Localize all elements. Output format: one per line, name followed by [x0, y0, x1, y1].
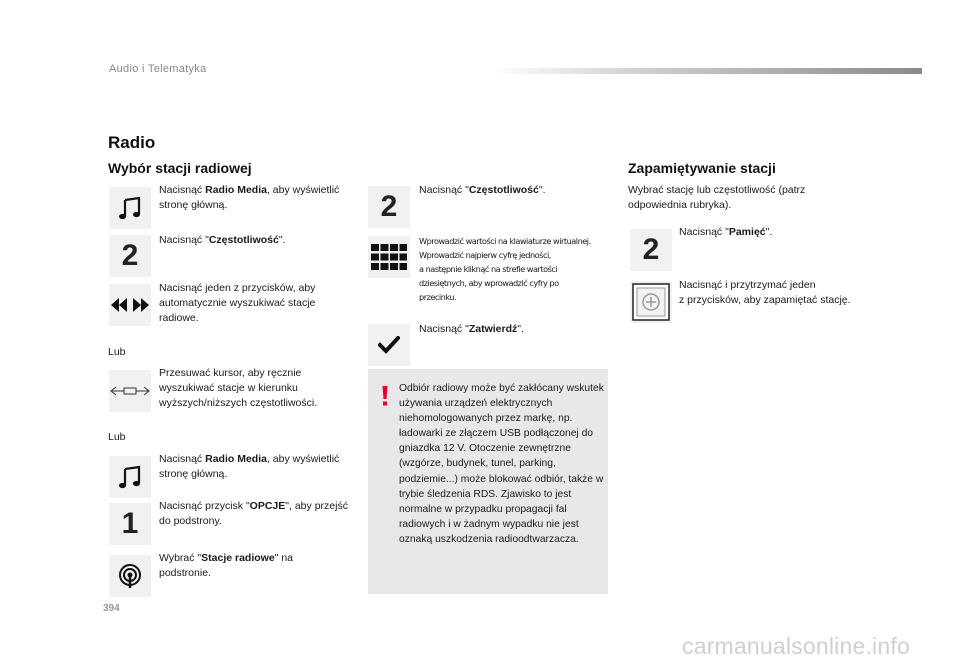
seek-arrows-icon — [111, 297, 149, 313]
watermark: carmanualsonline.info — [682, 633, 910, 659]
bold-label: Stacje radiowe — [201, 552, 275, 564]
step-text: Wybrać "Stacje radiowe" na podstronie. — [159, 552, 293, 579]
step-text: Nacisnąć "Zatwierdź". — [419, 323, 524, 335]
section-title-memory: Zapamiętywanie stacji — [628, 160, 776, 176]
step-number: 2 — [642, 233, 660, 266]
step-icon-tile — [109, 555, 151, 597]
section-title-station-selection: Wybór stacji radiowej — [108, 160, 252, 176]
step-icon-tile — [109, 187, 151, 229]
instruction-line: Wprowadzić najpierw cyfrę jedności, — [419, 250, 551, 260]
radio-antenna-icon — [117, 563, 143, 589]
step-text: Nacisnąć Radio Media, aby wyświetlić stronę główną. — [159, 184, 340, 211]
warning-text: Odbiór radiowy może być zakłócany wskutek używania urządzeń elektrycznych niehomologowanych przez markę, np. ładowarki ze złączem USB podłączonej do gniazdka 12 V. Otoczenie zewnętrzne (wzgórze, budynek, tunel, parking, podziemie...) może blokować odbiór, także w trybie śledzenia RDS. Zjawisko to jest normalne w przypadku propagacji fal radiowych i w żadnym wypadku nie jest oznaką uszkodzenia radioodtwarzacza. — [399, 383, 604, 545]
header-title: Audio i Telematyka — [109, 63, 207, 75]
music-note-icon — [117, 195, 143, 221]
keypad-instructions — [419, 234, 619, 304]
instruction-line: przecinku. — [419, 292, 457, 302]
step-text: Nacisnąć "Pamięć". — [679, 226, 773, 238]
bold-label: Częstotliwość — [468, 184, 539, 196]
step-icon-tile — [109, 456, 151, 498]
slider-cursor-icon — [110, 385, 150, 397]
bold-label: Radio Media — [205, 453, 267, 465]
step-number-tile — [109, 503, 151, 545]
step-number-tile — [109, 235, 151, 277]
step-number: 2 — [121, 239, 139, 272]
step-icon-tile — [368, 236, 410, 278]
instruction-line: Wprowadzić wartości na klawiaturze wirtualnej. — [419, 236, 591, 246]
intro-text: Wybrać stację lub częstotliwość (patrz odpowiednia rubryka). — [628, 184, 806, 211]
step-icon-tile — [368, 324, 410, 366]
checkmark-icon — [378, 336, 400, 354]
step-icon-tile — [109, 284, 151, 326]
step-number: 2 — [380, 190, 398, 223]
step-icon-tile — [109, 370, 151, 412]
bold-label: Zatwierdź — [468, 323, 518, 335]
step-text: Nacisnąć "Częstotliwość". — [159, 234, 286, 246]
instruction-line: a następnie kliknąć na strefie wartości — [419, 264, 558, 274]
bold-label: Częstotliwość — [208, 234, 279, 246]
step-number-tile — [630, 229, 672, 271]
instruction-line: dziesiętnych, aby wprowadzić cyfry po — [419, 278, 559, 288]
step-text: Nacisnąć i przytrzymać jeden z przycisków, aby zapamiętać stację. — [679, 279, 851, 306]
warning-exclamation-icon — [380, 386, 390, 406]
step-text: Nacisnąć "Częstotliwość". — [419, 184, 546, 196]
add-preset-icon — [632, 283, 670, 321]
page-title: Radio — [108, 133, 156, 152]
music-note-icon — [117, 464, 143, 490]
page-number: 394 — [103, 603, 120, 614]
step-icon-tile — [630, 281, 672, 323]
or-label: Lub — [108, 346, 126, 358]
bold-label: OPCJE — [249, 500, 286, 512]
header-rule — [490, 68, 922, 74]
step-number: 1 — [121, 507, 139, 540]
or-label: Lub — [108, 431, 126, 443]
step-number-tile — [368, 186, 410, 228]
bold-label: Pamięć — [728, 226, 766, 238]
keypad-icon — [371, 244, 407, 270]
bold-label: Radio Media — [205, 184, 267, 196]
step-text: Nacisnąć przycisk "OPCJE", aby przejść do podstrony. — [159, 500, 348, 527]
step-text: Przesuwać kursor, aby ręcznie wyszukiwać stacje w kierunku wyższych/niższych częstotliwości. — [159, 367, 318, 409]
step-text: Nacisnąć jeden z przycisków, aby automatycznie wyszukiwać stacje radiowe. — [159, 282, 316, 324]
step-text: Nacisnąć Radio Media, aby wyświetlić stronę główną. — [159, 453, 340, 480]
